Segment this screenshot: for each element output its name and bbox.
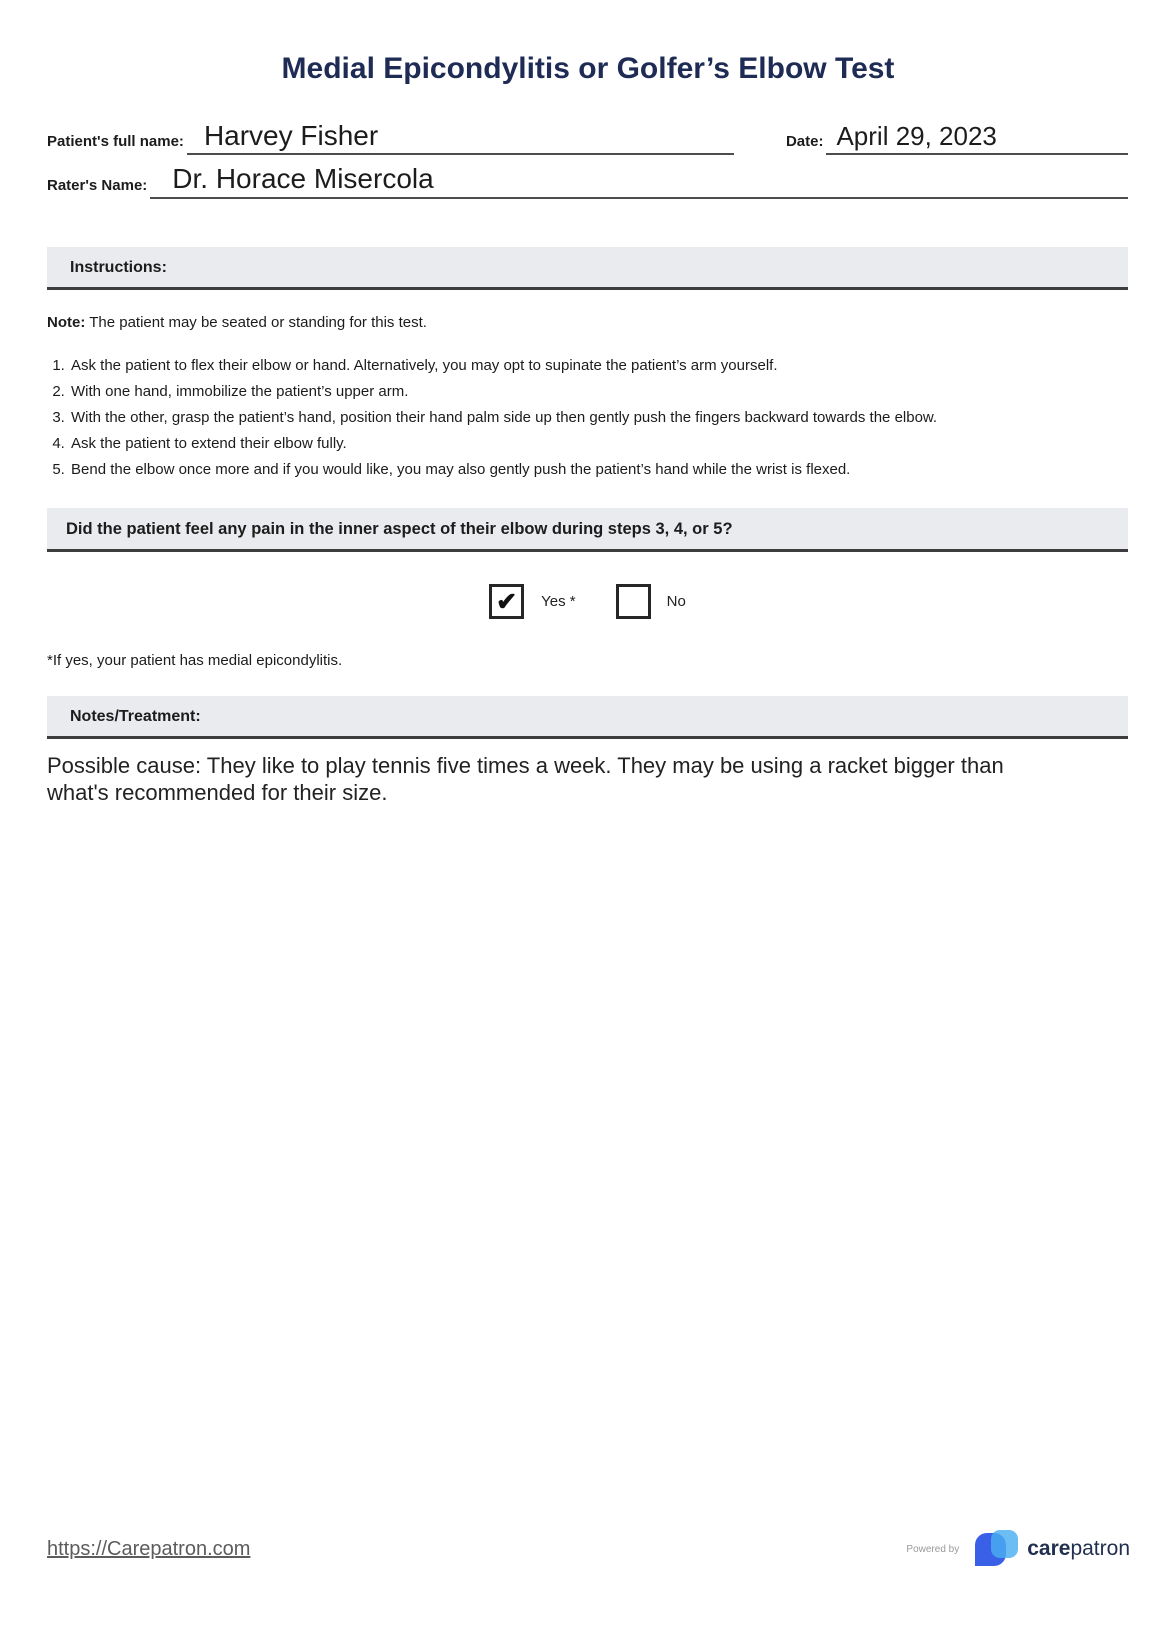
instruction-steps bbox=[47, 357, 1128, 478]
question-text: Did the patient feel any pain in the inner aspect of their elbow during steps 3, 4, or 5? bbox=[66, 519, 733, 538]
instruction-step: 1. Ask the patient to flex their elbow or hand. Alternatively, you may opt to supinate the patient’s arm yourself. bbox=[69, 357, 1128, 374]
notes-header bbox=[47, 696, 1128, 739]
yes-label: Yes * bbox=[541, 592, 576, 610]
date-label: Date: bbox=[785, 133, 824, 151]
yes-checkbox[interactable] bbox=[489, 584, 524, 619]
powered-by-label: Powered by bbox=[906, 1543, 960, 1555]
brand-patron: patron bbox=[1070, 1537, 1130, 1560]
note-text: The patient may be seated or standing for this test. bbox=[89, 313, 427, 331]
carepatron-wordmark bbox=[1027, 1537, 1130, 1561]
notes-header-label: Notes/Treatment: bbox=[70, 707, 201, 725]
page-footer bbox=[47, 1530, 1130, 1568]
carepatron-link[interactable]: https://Carepatron.com bbox=[47, 1537, 251, 1560]
date-value[interactable]: April 29, 2023 bbox=[826, 122, 1128, 155]
instructions-header-label: Instructions: bbox=[70, 258, 167, 276]
instruction-step: 2. With one hand, immobilize the patient’s upper arm. bbox=[69, 383, 1128, 400]
carepatron-brand bbox=[906, 1530, 1130, 1568]
answer-row bbox=[47, 584, 1128, 619]
instruction-step: 3. With the other, grasp the patient’s hand, position their hand palm side up then gently push the fingers backward towards the elbow. bbox=[69, 409, 1128, 426]
instructions-header bbox=[47, 247, 1128, 290]
patient-name-value[interactable]: Harvey Fisher bbox=[187, 120, 734, 155]
logo-bubble-light bbox=[991, 1530, 1018, 1558]
no-label: No bbox=[666, 592, 686, 610]
note-line bbox=[47, 314, 1128, 331]
rater-row bbox=[47, 163, 1128, 198]
notes-text[interactable]: Possible cause: They like to play tennis five times a week. They may be using a racket bigger than what's recommended for their size. bbox=[47, 752, 1004, 805]
document-content bbox=[0, 120, 1176, 806]
footnote: *If yes, your patient has medial epicondylitis. bbox=[47, 651, 343, 669]
question-header bbox=[47, 508, 1128, 552]
carepatron-logo-icon bbox=[975, 1530, 1022, 1568]
brand-care: care bbox=[1027, 1537, 1071, 1560]
page-title: Medial Epicondylitis or Golfer’s Elbow Test bbox=[281, 52, 895, 85]
instruction-step: 5. Bend the elbow once more and if you would like, you may also gently push the patient’s hand while the wrist is flexed. bbox=[69, 461, 1128, 478]
patient-name-label: Patient's full name: bbox=[47, 133, 184, 151]
rater-name-label: Rater's Name: bbox=[47, 176, 148, 194]
checkmark-icon: ✔ bbox=[496, 587, 518, 616]
no-checkbox[interactable] bbox=[616, 584, 651, 619]
instruction-step: 4. Ask the patient to extend their elbow fully. bbox=[69, 435, 1128, 452]
patient-date-row bbox=[47, 120, 1128, 155]
rater-name-value[interactable]: Dr. Horace Misercola bbox=[150, 163, 1128, 198]
note-label: Note: bbox=[47, 313, 86, 331]
